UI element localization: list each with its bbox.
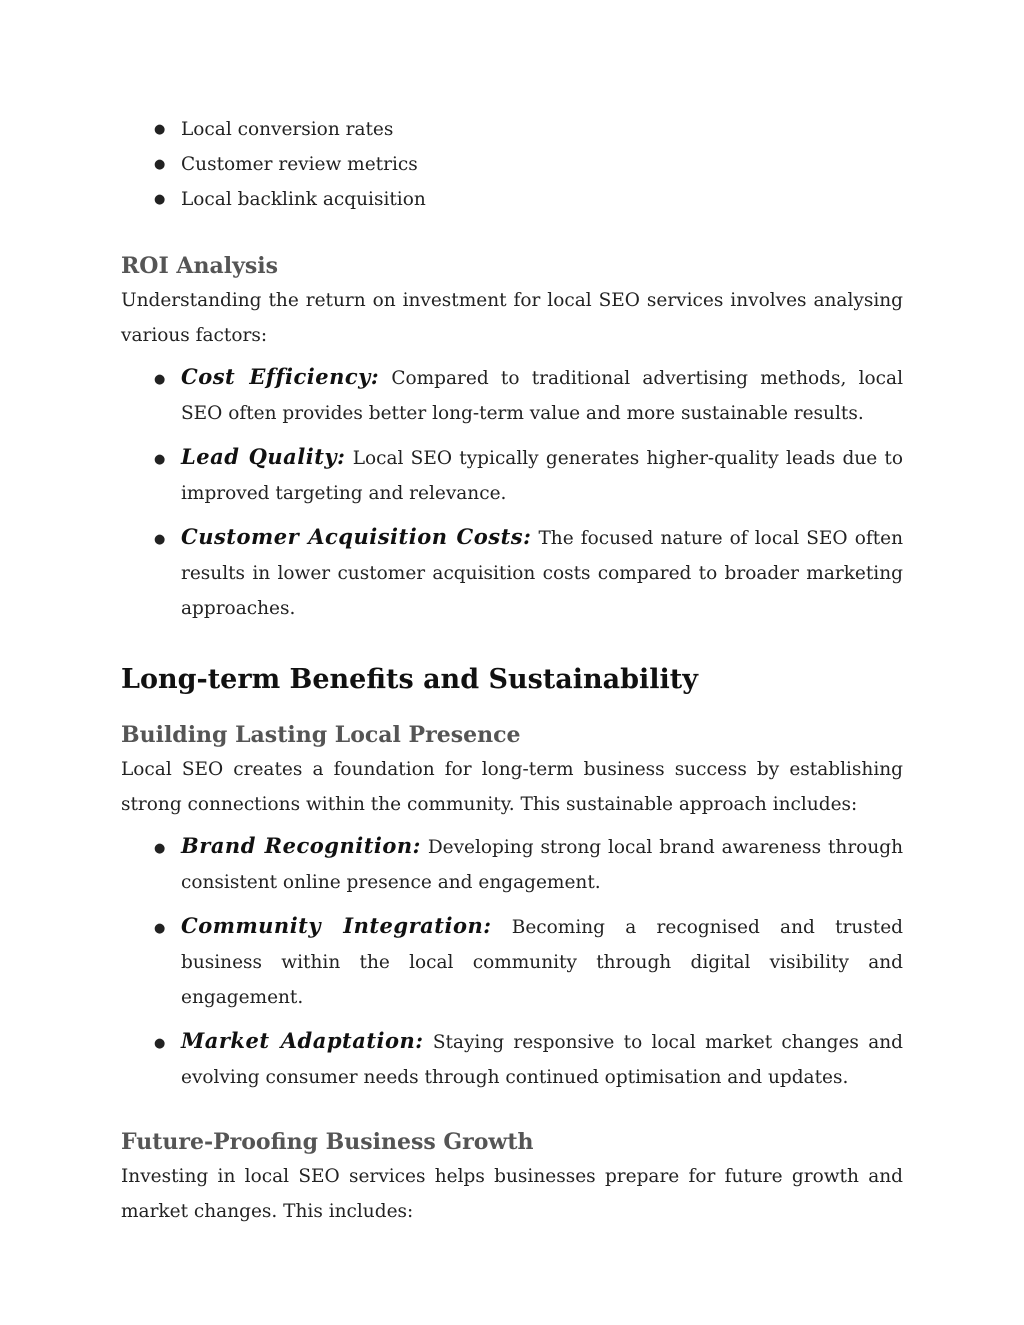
list-item-text: Local SEO typically generates higher-quality leads due to improved targeting and relevance. <box>181 448 903 504</box>
roi-intro: Understanding the return on investment for local SEO services involves analysing various factors: <box>121 290 903 346</box>
list-item-term: Brand Recognition: <box>181 833 421 858</box>
list-item-term: Lead Quality: <box>181 444 346 469</box>
list-item-term: Customer Acquisition Costs: <box>181 524 532 549</box>
bullet-icon: ● <box>154 841 166 856</box>
presence-intro: Local SEO creates a foundation for long-term business success by establishing strong connections within the community. This sustainable approach includes: <box>121 759 903 815</box>
roi-heading: ROI Analysis <box>121 253 278 279</box>
roi-bullet-list <box>121 359 903 626</box>
bullet-icon: ● <box>154 1036 166 1051</box>
list-item <box>154 182 903 217</box>
list-item-text: Compared to traditional advertising methods, local SEO often provides better long-term value and more sustainable results. <box>181 368 903 424</box>
list-item-text: Developing strong local brand awareness through consistent online presence and engagement. <box>181 837 903 893</box>
list-item-text: Local conversion rates <box>181 119 394 140</box>
list-item <box>154 828 903 900</box>
bullet-icon: ● <box>154 192 166 207</box>
presence-heading: Building Lasting Local Presence <box>121 722 521 748</box>
list-item <box>154 519 903 626</box>
bullet-icon: ● <box>154 372 166 387</box>
bullet-icon: ● <box>154 122 166 137</box>
list-item-text: Local backlink acquisition <box>181 189 426 210</box>
list-item <box>154 439 903 511</box>
bullet-icon: ● <box>154 157 166 172</box>
bullet-icon: ● <box>154 532 166 547</box>
list-item <box>154 112 903 147</box>
list-item <box>154 147 903 182</box>
future-intro: Investing in local SEO services helps businesses prepare for future growth and market changes. This includes: <box>121 1166 903 1222</box>
intro-bullet-list <box>121 112 903 217</box>
list-item <box>154 359 903 431</box>
future-heading: Future-Proofing Business Growth <box>121 1129 534 1155</box>
bullet-icon: ● <box>154 452 166 467</box>
list-item-text: Staying responsive to local market changes and evolving consumer needs through continued optimisation and updates. <box>181 1032 903 1088</box>
presence-bullet-list <box>121 828 903 1095</box>
list-item-term: Community Integration: <box>181 913 492 938</box>
list-item-text: Customer review metrics <box>181 154 418 175</box>
list-item-text: Becoming a recognised and trusted business within the local community through digital visibility and engagement. <box>181 917 903 1008</box>
document-page <box>121 112 903 1229</box>
list-item-term: Cost Efficiency: <box>181 364 380 389</box>
bullet-icon: ● <box>154 921 166 936</box>
list-item <box>154 1023 903 1095</box>
list-item-text: The focused nature of local SEO often results in lower customer acquisition costs compared to broader marketing approaches. <box>181 528 903 619</box>
section-heading: Long-term Benefits and Sustainability <box>121 664 698 695</box>
list-item-term: Market Adaptation: <box>181 1028 424 1053</box>
list-item <box>154 908 903 1015</box>
